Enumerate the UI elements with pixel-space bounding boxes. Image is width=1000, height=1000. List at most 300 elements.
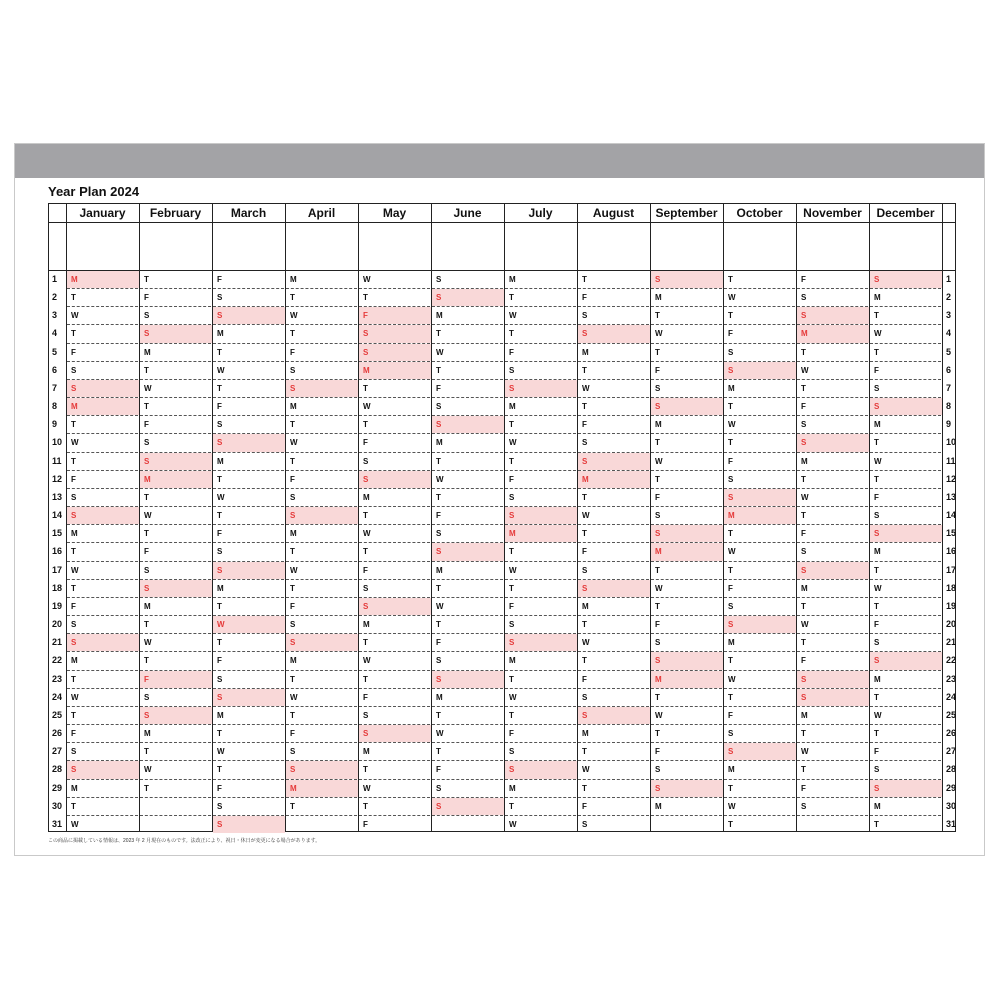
day-cell-august-6[interactable]: T: [582, 365, 587, 375]
day-cell-may-14[interactable]: T: [363, 511, 368, 521]
day-cell-december-1[interactable]: S: [870, 271, 942, 288]
day-cell-january-3[interactable]: W: [71, 311, 79, 321]
day-cell-february-1[interactable]: T: [144, 275, 149, 284]
day-cell-january-13[interactable]: S: [71, 492, 77, 502]
day-cell-march-25[interactable]: M: [217, 710, 224, 720]
day-cell-august-1[interactable]: T: [582, 275, 587, 284]
day-cell-march-15[interactable]: F: [217, 529, 222, 539]
day-cell-july-14[interactable]: S: [505, 507, 577, 524]
day-cell-october-7[interactable]: M: [728, 383, 735, 393]
day-cell-april-4[interactable]: T: [290, 329, 295, 339]
day-cell-august-22[interactable]: T: [582, 656, 587, 666]
day-cell-may-25[interactable]: S: [363, 710, 369, 720]
day-cell-july-20[interactable]: S: [509, 620, 515, 630]
day-cell-may-11[interactable]: S: [363, 456, 369, 466]
day-cell-december-26[interactable]: T: [874, 729, 879, 739]
day-cell-june-25[interactable]: T: [436, 710, 441, 720]
day-cell-october-29[interactable]: T: [728, 783, 733, 793]
day-cell-january-30[interactable]: T: [71, 801, 76, 811]
day-cell-october-19[interactable]: S: [728, 601, 734, 611]
day-cell-july-9[interactable]: T: [509, 420, 514, 430]
day-cell-january-21[interactable]: S: [67, 634, 139, 651]
day-cell-march-28[interactable]: T: [217, 765, 222, 775]
day-cell-january-22[interactable]: M: [71, 656, 78, 666]
day-cell-february-2[interactable]: F: [144, 293, 149, 303]
day-cell-june-27[interactable]: T: [436, 747, 441, 757]
day-cell-august-18[interactable]: S: [578, 580, 650, 597]
day-cell-july-10[interactable]: W: [509, 438, 517, 448]
day-cell-may-30[interactable]: T: [363, 801, 368, 811]
day-cell-july-2[interactable]: T: [509, 293, 514, 303]
day-cell-september-3[interactable]: T: [655, 311, 660, 321]
day-cell-february-28[interactable]: W: [144, 765, 152, 775]
day-cell-april-3[interactable]: W: [290, 311, 298, 321]
day-cell-january-4[interactable]: T: [71, 329, 76, 339]
day-cell-june-14[interactable]: F: [436, 511, 441, 521]
day-cell-october-28[interactable]: M: [728, 765, 735, 775]
day-cell-march-7[interactable]: T: [217, 383, 222, 393]
day-cell-february-17[interactable]: S: [144, 565, 150, 575]
day-cell-june-29[interactable]: S: [436, 783, 442, 793]
day-cell-april-9[interactable]: T: [290, 420, 295, 430]
day-cell-june-1[interactable]: S: [436, 275, 442, 284]
day-cell-january-12[interactable]: F: [71, 474, 76, 484]
day-cell-august-11[interactable]: S: [578, 453, 650, 470]
day-cell-july-30[interactable]: T: [509, 801, 514, 811]
day-cell-may-29[interactable]: W: [363, 783, 371, 793]
day-cell-february-23[interactable]: F: [140, 671, 212, 688]
day-cell-june-30[interactable]: S: [432, 798, 504, 815]
day-cell-september-7[interactable]: S: [655, 383, 661, 393]
day-cell-may-18[interactable]: S: [363, 583, 369, 593]
day-cell-march-4[interactable]: M: [217, 329, 224, 339]
day-cell-august-15[interactable]: T: [582, 529, 587, 539]
day-cell-december-23[interactable]: M: [874, 674, 881, 684]
day-cell-november-27[interactable]: W: [801, 747, 809, 757]
day-cell-january-5[interactable]: F: [71, 347, 76, 357]
day-cell-september-13[interactable]: F: [655, 492, 660, 502]
day-cell-april-6[interactable]: S: [290, 365, 296, 375]
day-cell-april-16[interactable]: T: [290, 547, 295, 557]
day-cell-november-10[interactable]: S: [797, 434, 869, 451]
day-cell-october-23[interactable]: W: [728, 674, 736, 684]
day-cell-march-3[interactable]: S: [213, 307, 285, 324]
day-cell-october-5[interactable]: S: [728, 347, 734, 357]
day-cell-april-30[interactable]: T: [290, 801, 295, 811]
day-cell-june-26[interactable]: W: [436, 729, 444, 739]
day-cell-february-5[interactable]: M: [144, 347, 151, 357]
day-cell-january-29[interactable]: M: [71, 783, 78, 793]
day-cell-may-22[interactable]: W: [363, 656, 371, 666]
day-cell-april-25[interactable]: T: [290, 710, 295, 720]
day-cell-april-2[interactable]: T: [290, 293, 295, 303]
day-cell-december-14[interactable]: S: [874, 511, 880, 521]
day-cell-november-12[interactable]: T: [801, 474, 806, 484]
day-cell-may-20[interactable]: M: [363, 620, 370, 630]
day-cell-april-14[interactable]: S: [286, 507, 358, 524]
day-cell-july-23[interactable]: T: [509, 674, 514, 684]
day-cell-march-31[interactable]: S: [213, 816, 285, 833]
day-cell-august-30[interactable]: F: [582, 801, 587, 811]
day-cell-october-12[interactable]: S: [728, 474, 734, 484]
day-cell-september-21[interactable]: S: [655, 638, 661, 648]
day-cell-april-8[interactable]: M: [290, 402, 297, 412]
day-cell-april-12[interactable]: F: [290, 474, 295, 484]
day-cell-june-11[interactable]: T: [436, 456, 441, 466]
day-cell-may-16[interactable]: T: [363, 547, 368, 557]
day-cell-october-24[interactable]: T: [728, 692, 733, 702]
day-cell-february-12[interactable]: M: [140, 471, 212, 488]
day-cell-june-3[interactable]: M: [436, 311, 443, 321]
day-cell-march-26[interactable]: T: [217, 729, 222, 739]
day-cell-july-27[interactable]: S: [509, 747, 515, 757]
day-cell-february-26[interactable]: M: [144, 729, 151, 739]
day-cell-february-18[interactable]: S: [140, 580, 212, 597]
day-cell-september-2[interactable]: M: [655, 293, 662, 303]
day-cell-may-3[interactable]: F: [359, 307, 431, 324]
day-cell-may-9[interactable]: T: [363, 420, 368, 430]
day-cell-november-30[interactable]: S: [801, 801, 807, 811]
day-cell-april-24[interactable]: W: [290, 692, 298, 702]
day-cell-november-9[interactable]: S: [801, 420, 807, 430]
day-cell-june-28[interactable]: F: [436, 765, 441, 775]
day-cell-april-10[interactable]: W: [290, 438, 298, 448]
day-cell-march-30[interactable]: S: [217, 801, 223, 811]
day-cell-june-10[interactable]: M: [436, 438, 443, 448]
day-cell-february-22[interactable]: T: [144, 656, 149, 666]
day-cell-may-5[interactable]: S: [359, 344, 431, 361]
day-cell-march-10[interactable]: S: [213, 434, 285, 451]
day-cell-november-19[interactable]: T: [801, 601, 806, 611]
day-cell-august-17[interactable]: S: [582, 565, 588, 575]
day-cell-december-8[interactable]: S: [870, 398, 942, 415]
day-cell-june-12[interactable]: W: [436, 474, 444, 484]
day-cell-february-3[interactable]: S: [144, 311, 150, 321]
day-cell-april-22[interactable]: M: [290, 656, 297, 666]
day-cell-may-28[interactable]: T: [363, 765, 368, 775]
day-cell-may-4[interactable]: S: [359, 325, 431, 342]
day-cell-february-8[interactable]: T: [144, 402, 149, 412]
day-cell-march-18[interactable]: M: [217, 583, 224, 593]
day-cell-june-19[interactable]: W: [436, 601, 444, 611]
day-cell-july-3[interactable]: W: [509, 311, 517, 321]
day-cell-december-17[interactable]: T: [874, 565, 879, 575]
day-cell-april-19[interactable]: F: [290, 601, 295, 611]
day-cell-march-11[interactable]: M: [217, 456, 224, 466]
day-cell-november-22[interactable]: F: [801, 656, 806, 666]
day-cell-january-26[interactable]: F: [71, 729, 76, 739]
day-cell-november-20[interactable]: W: [801, 620, 809, 630]
day-cell-february-4[interactable]: S: [140, 325, 212, 342]
day-cell-september-5[interactable]: T: [655, 347, 660, 357]
day-cell-july-4[interactable]: T: [509, 329, 514, 339]
day-cell-december-20[interactable]: F: [874, 620, 879, 630]
day-cell-october-1[interactable]: T: [728, 275, 733, 284]
day-cell-march-27[interactable]: W: [217, 747, 225, 757]
day-cell-september-20[interactable]: F: [655, 620, 660, 630]
day-cell-january-19[interactable]: F: [71, 601, 76, 611]
day-cell-july-19[interactable]: F: [509, 601, 514, 611]
day-cell-march-8[interactable]: F: [217, 402, 222, 412]
day-cell-may-12[interactable]: S: [359, 471, 431, 488]
day-cell-february-6[interactable]: T: [144, 365, 149, 375]
day-cell-march-5[interactable]: T: [217, 347, 222, 357]
day-cell-march-16[interactable]: S: [217, 547, 223, 557]
day-cell-march-1[interactable]: F: [217, 275, 222, 284]
day-cell-november-18[interactable]: M: [801, 583, 808, 593]
day-cell-january-10[interactable]: W: [71, 438, 79, 448]
day-cell-august-21[interactable]: W: [582, 638, 590, 648]
day-cell-june-17[interactable]: M: [436, 565, 443, 575]
day-cell-october-17[interactable]: T: [728, 565, 733, 575]
day-cell-september-25[interactable]: W: [655, 710, 663, 720]
day-cell-october-18[interactable]: F: [728, 583, 733, 593]
day-cell-may-26[interactable]: S: [359, 725, 431, 742]
day-cell-november-7[interactable]: T: [801, 383, 806, 393]
day-cell-august-7[interactable]: W: [582, 383, 590, 393]
day-cell-june-2[interactable]: S: [432, 289, 504, 306]
day-cell-january-28[interactable]: S: [67, 761, 139, 778]
day-cell-march-29[interactable]: F: [217, 783, 222, 793]
day-cell-september-11[interactable]: W: [655, 456, 663, 466]
day-cell-december-31[interactable]: T: [874, 819, 879, 829]
day-cell-september-24[interactable]: T: [655, 692, 660, 702]
day-cell-july-8[interactable]: M: [509, 402, 516, 412]
day-cell-january-2[interactable]: T: [71, 293, 76, 303]
day-cell-april-20[interactable]: S: [290, 620, 296, 630]
day-cell-september-18[interactable]: W: [655, 583, 663, 593]
day-cell-december-28[interactable]: S: [874, 765, 880, 775]
day-cell-may-7[interactable]: T: [363, 383, 368, 393]
day-cell-may-17[interactable]: F: [363, 565, 368, 575]
day-cell-february-16[interactable]: F: [144, 547, 149, 557]
day-cell-october-22[interactable]: T: [728, 656, 733, 666]
day-cell-june-8[interactable]: S: [436, 402, 442, 412]
day-cell-july-7[interactable]: S: [505, 380, 577, 397]
day-cell-october-15[interactable]: T: [728, 529, 733, 539]
day-cell-november-1[interactable]: F: [801, 275, 806, 284]
day-cell-june-7[interactable]: F: [436, 383, 441, 393]
day-cell-may-27[interactable]: M: [363, 747, 370, 757]
day-cell-august-14[interactable]: W: [582, 511, 590, 521]
day-cell-august-8[interactable]: T: [582, 402, 587, 412]
day-cell-july-6[interactable]: S: [509, 365, 515, 375]
day-cell-september-26[interactable]: T: [655, 729, 660, 739]
day-cell-july-12[interactable]: F: [509, 474, 514, 484]
day-cell-february-27[interactable]: T: [144, 747, 149, 757]
day-cell-january-25[interactable]: T: [71, 710, 76, 720]
day-cell-november-2[interactable]: S: [801, 293, 807, 303]
day-cell-july-18[interactable]: T: [509, 583, 514, 593]
day-cell-july-29[interactable]: M: [509, 783, 516, 793]
day-cell-august-10[interactable]: S: [582, 438, 588, 448]
day-cell-june-5[interactable]: W: [436, 347, 444, 357]
day-cell-october-21[interactable]: M: [728, 638, 735, 648]
day-cell-september-12[interactable]: T: [655, 474, 660, 484]
day-cell-april-5[interactable]: F: [290, 347, 295, 357]
day-cell-october-30[interactable]: W: [728, 801, 736, 811]
day-cell-september-9[interactable]: M: [655, 420, 662, 430]
day-cell-february-21[interactable]: W: [144, 638, 152, 648]
day-cell-september-27[interactable]: F: [655, 747, 660, 757]
day-cell-december-7[interactable]: S: [874, 383, 880, 393]
day-cell-april-23[interactable]: T: [290, 674, 295, 684]
day-cell-november-4[interactable]: M: [797, 325, 869, 342]
day-cell-november-25[interactable]: M: [801, 710, 808, 720]
day-cell-september-19[interactable]: T: [655, 601, 660, 611]
day-cell-september-17[interactable]: T: [655, 565, 660, 575]
day-cell-march-9[interactable]: S: [217, 420, 223, 430]
day-cell-november-16[interactable]: S: [801, 547, 807, 557]
day-cell-october-6[interactable]: S: [724, 362, 796, 379]
day-cell-january-7[interactable]: S: [67, 380, 139, 397]
day-cell-march-21[interactable]: T: [217, 638, 222, 648]
day-cell-september-22[interactable]: S: [651, 652, 723, 669]
day-cell-december-9[interactable]: M: [874, 420, 881, 430]
day-cell-april-27[interactable]: S: [290, 747, 296, 757]
day-cell-august-28[interactable]: W: [582, 765, 590, 775]
day-cell-october-27[interactable]: S: [724, 743, 796, 760]
day-cell-december-19[interactable]: T: [874, 601, 879, 611]
day-cell-march-13[interactable]: W: [217, 492, 225, 502]
day-cell-march-20[interactable]: W: [213, 616, 285, 633]
day-cell-april-13[interactable]: S: [290, 492, 296, 502]
day-cell-may-13[interactable]: M: [363, 492, 370, 502]
day-cell-august-2[interactable]: F: [582, 293, 587, 303]
day-cell-december-30[interactable]: M: [874, 801, 881, 811]
day-cell-august-9[interactable]: F: [582, 420, 587, 430]
day-cell-august-27[interactable]: T: [582, 747, 587, 757]
day-cell-september-29[interactable]: S: [651, 780, 723, 797]
day-cell-august-3[interactable]: S: [582, 311, 588, 321]
day-cell-december-18[interactable]: W: [874, 583, 882, 593]
day-cell-january-17[interactable]: W: [71, 565, 79, 575]
day-cell-july-16[interactable]: T: [509, 547, 514, 557]
day-cell-november-13[interactable]: W: [801, 492, 809, 502]
day-cell-february-7[interactable]: W: [144, 383, 152, 393]
day-cell-march-19[interactable]: T: [217, 601, 222, 611]
day-cell-september-28[interactable]: S: [655, 765, 661, 775]
day-cell-november-15[interactable]: F: [801, 529, 806, 539]
day-cell-february-11[interactable]: S: [140, 453, 212, 470]
day-cell-august-25[interactable]: S: [578, 707, 650, 724]
day-cell-june-18[interactable]: T: [436, 583, 441, 593]
day-cell-october-14[interactable]: M: [724, 507, 796, 524]
day-cell-july-1[interactable]: M: [509, 275, 516, 284]
day-cell-november-21[interactable]: T: [801, 638, 806, 648]
day-cell-july-25[interactable]: T: [509, 710, 514, 720]
day-cell-november-11[interactable]: M: [801, 456, 808, 466]
day-cell-november-26[interactable]: T: [801, 729, 806, 739]
day-cell-april-29[interactable]: M: [286, 780, 358, 797]
day-cell-march-12[interactable]: T: [217, 474, 222, 484]
day-cell-october-13[interactable]: S: [724, 489, 796, 506]
day-cell-october-11[interactable]: F: [728, 456, 733, 466]
day-cell-april-21[interactable]: S: [286, 634, 358, 651]
day-cell-may-6[interactable]: M: [359, 362, 431, 379]
day-cell-february-9[interactable]: F: [144, 420, 149, 430]
day-cell-december-29[interactable]: S: [870, 780, 942, 797]
day-cell-july-15[interactable]: M: [505, 525, 577, 542]
day-cell-january-27[interactable]: S: [71, 747, 77, 757]
day-cell-february-29[interactable]: T: [144, 783, 149, 793]
day-cell-december-5[interactable]: T: [874, 347, 879, 357]
day-cell-march-2[interactable]: S: [217, 293, 223, 303]
day-cell-june-21[interactable]: F: [436, 638, 441, 648]
day-cell-march-17[interactable]: S: [213, 562, 285, 579]
day-cell-november-8[interactable]: F: [801, 402, 806, 412]
day-cell-april-7[interactable]: S: [286, 380, 358, 397]
day-cell-december-15[interactable]: S: [870, 525, 942, 542]
day-cell-december-24[interactable]: T: [874, 692, 879, 702]
day-cell-april-11[interactable]: T: [290, 456, 295, 466]
day-cell-september-15[interactable]: S: [651, 525, 723, 542]
day-cell-august-29[interactable]: T: [582, 783, 587, 793]
day-cell-january-11[interactable]: T: [71, 456, 76, 466]
day-cell-august-23[interactable]: F: [582, 674, 587, 684]
day-cell-july-31[interactable]: W: [509, 819, 517, 829]
day-cell-october-31[interactable]: T: [728, 819, 733, 829]
day-cell-november-29[interactable]: F: [801, 783, 806, 793]
day-cell-may-8[interactable]: W: [363, 402, 371, 412]
day-cell-june-6[interactable]: T: [436, 365, 441, 375]
day-cell-october-20[interactable]: S: [724, 616, 796, 633]
day-cell-october-25[interactable]: F: [728, 710, 733, 720]
day-cell-january-8[interactable]: M: [67, 398, 139, 415]
day-cell-july-22[interactable]: M: [509, 656, 516, 666]
day-cell-august-13[interactable]: T: [582, 492, 587, 502]
day-cell-january-6[interactable]: S: [71, 365, 77, 375]
day-cell-november-5[interactable]: T: [801, 347, 806, 357]
day-cell-april-15[interactable]: M: [290, 529, 297, 539]
day-cell-september-4[interactable]: W: [655, 329, 663, 339]
day-cell-february-13[interactable]: T: [144, 492, 149, 502]
day-cell-october-26[interactable]: S: [728, 729, 734, 739]
day-cell-march-14[interactable]: T: [217, 511, 222, 521]
day-cell-october-9[interactable]: W: [728, 420, 736, 430]
day-cell-june-20[interactable]: T: [436, 620, 441, 630]
day-cell-december-3[interactable]: T: [874, 311, 879, 321]
day-cell-october-2[interactable]: W: [728, 293, 736, 303]
day-cell-january-15[interactable]: M: [71, 529, 78, 539]
day-cell-november-28[interactable]: T: [801, 765, 806, 775]
day-cell-december-13[interactable]: F: [874, 492, 879, 502]
day-cell-august-12[interactable]: M: [578, 471, 650, 488]
day-cell-june-24[interactable]: M: [436, 692, 443, 702]
day-cell-january-24[interactable]: W: [71, 692, 79, 702]
day-cell-august-19[interactable]: M: [582, 601, 589, 611]
day-cell-february-19[interactable]: M: [144, 601, 151, 611]
day-cell-january-14[interactable]: S: [67, 507, 139, 524]
day-cell-november-6[interactable]: W: [801, 365, 809, 375]
day-cell-august-16[interactable]: F: [582, 547, 587, 557]
day-cell-january-18[interactable]: T: [71, 583, 76, 593]
day-cell-july-21[interactable]: S: [505, 634, 577, 651]
day-cell-march-24[interactable]: S: [213, 689, 285, 706]
day-cell-may-10[interactable]: F: [363, 438, 368, 448]
day-cell-december-6[interactable]: F: [874, 365, 879, 375]
day-cell-july-24[interactable]: W: [509, 692, 517, 702]
day-cell-april-17[interactable]: W: [290, 565, 298, 575]
day-cell-september-10[interactable]: T: [655, 438, 660, 448]
day-cell-december-27[interactable]: F: [874, 747, 879, 757]
day-cell-december-2[interactable]: M: [874, 293, 881, 303]
day-cell-august-4[interactable]: S: [578, 325, 650, 342]
day-cell-november-3[interactable]: S: [797, 307, 869, 324]
day-cell-may-15[interactable]: W: [363, 529, 371, 539]
day-cell-october-16[interactable]: W: [728, 547, 736, 557]
day-cell-may-24[interactable]: F: [363, 692, 368, 702]
